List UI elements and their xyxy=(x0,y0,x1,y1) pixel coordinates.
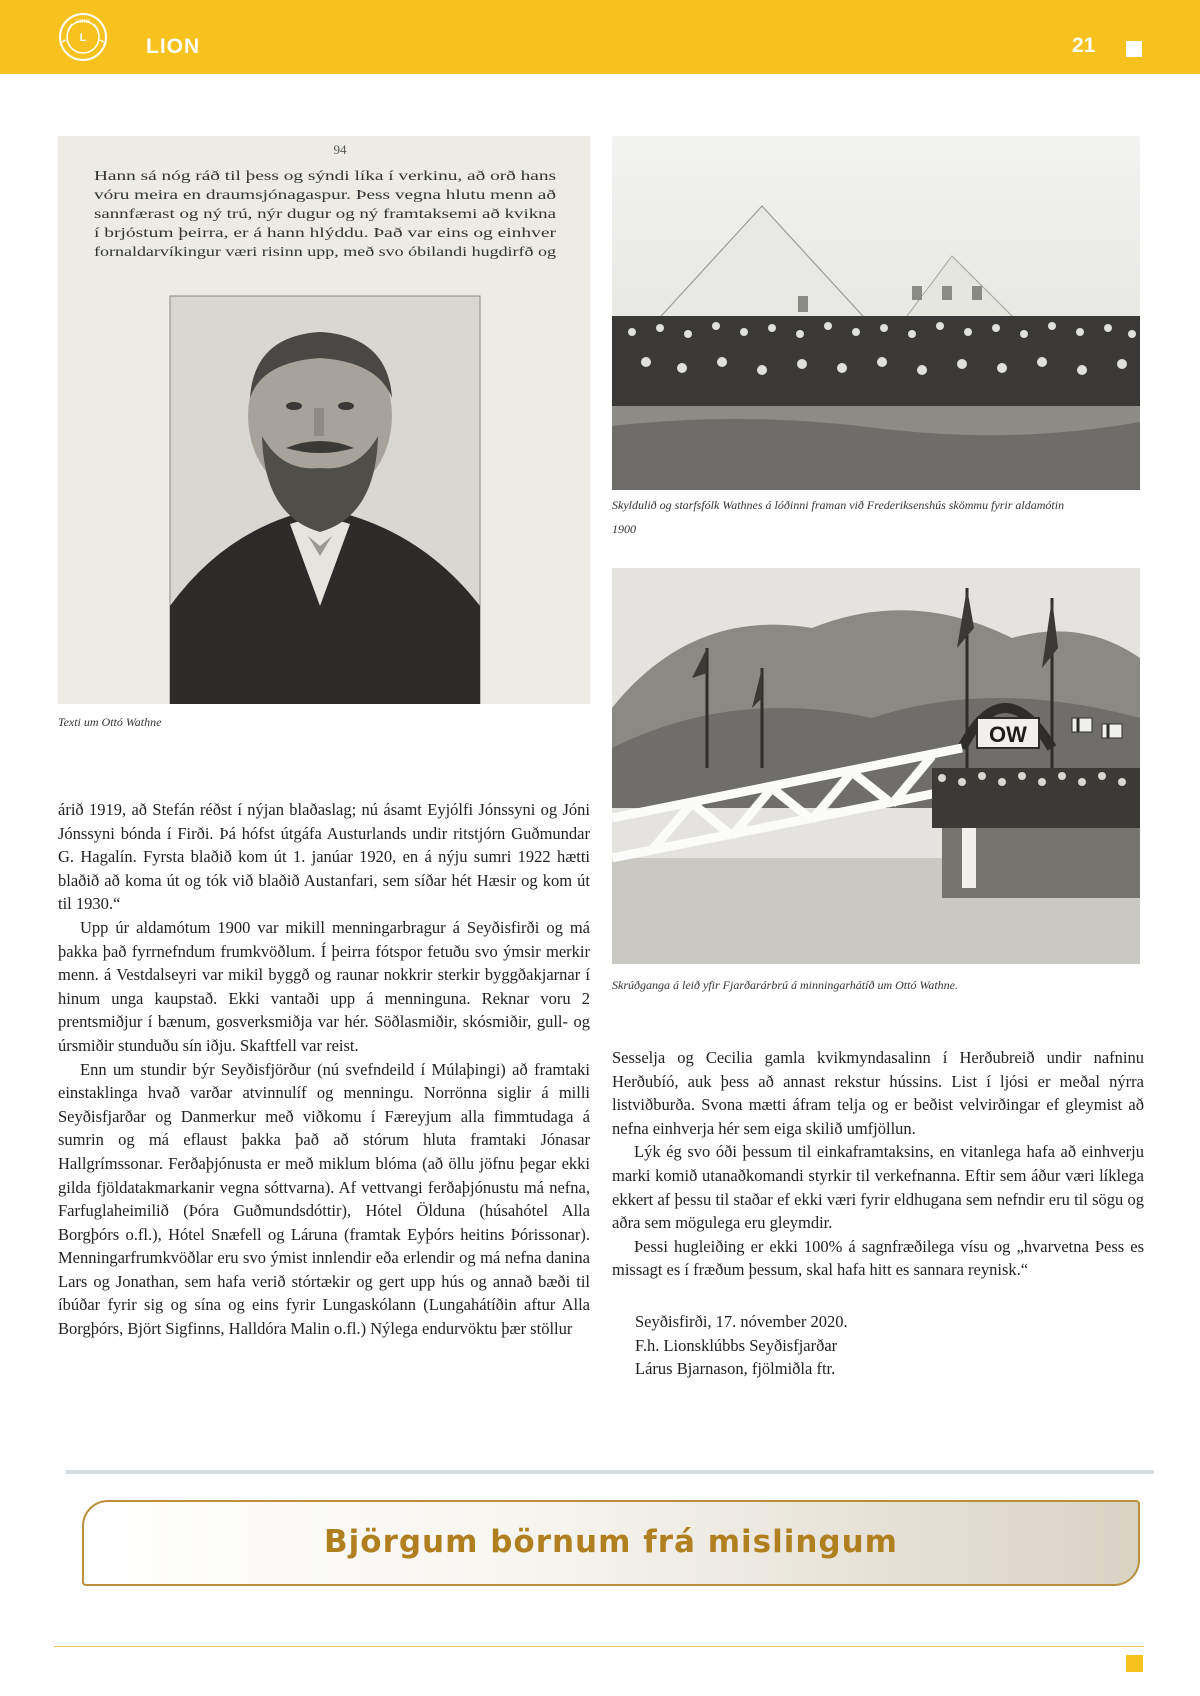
signature-line: Seyðisfirði, 17. nóvember 2020. xyxy=(635,1312,848,1331)
svg-text:LIONS: LIONS xyxy=(75,19,91,25)
article-left-column xyxy=(58,798,590,1341)
article-paragraph: Upp úr aldamótum 1900 var mikill menningarbragur á Seyðisfirði og má þakka það fyrrnefndum frumkvöðlum. Í þeirra fótspor fetuðu svo ýmsir merkir menn. á Vestdalseyri var mikil byggð og raunar nokkrir sterkir byggðakjarnar í hinum unga kaupstað. Ekki vantaði upp á menninguna. Reknar voru 2 prentsmiðjur í bænum, gosverksmiðja var hér. Söðlasmiðir, skósmiðir, gull- og úrsmiðir stunduðu sín iðju. Skaftfell var reist. xyxy=(58,917,590,1055)
crowd-caption-line: Skyldulið og starfsfólk Wathnes á lóðinni framan við Frederiksenshús skömmu fyrir aldamótin xyxy=(612,498,1065,512)
campaign-banner xyxy=(82,1500,1140,1586)
bridge-photo xyxy=(612,568,1140,964)
portrait-text-line: í brjóstum þeirra, er á hann hlýddu. Það var eins og einhver xyxy=(94,225,557,240)
crowd-photo xyxy=(612,136,1140,490)
banner-title: Björgum börnum frá mislingum xyxy=(324,1524,898,1560)
section-divider xyxy=(66,1470,1154,1474)
signature-line: Lárus Bjarnason, fjölmiðla ftr. xyxy=(635,1359,836,1379)
portrait-text-line: sannfærast og ný trú, nýr dugur og ný framtaksemi að kvikna xyxy=(94,206,557,221)
signature-line: F.h. Lionsklúbbs Seyðisfjarðar xyxy=(635,1335,838,1355)
article-signature xyxy=(635,1310,848,1381)
bridge-caption: Skrúðganga á leið yfir Fjarðarárbrú á minningarhátíð um Ottó Wathne. xyxy=(612,978,959,992)
portrait-text-line: vóru meira en draumsjónagaspur. Þess vegna hlutu menn að xyxy=(94,187,557,202)
header-square-icon xyxy=(1126,41,1142,57)
svg-text:L: L xyxy=(79,32,87,44)
portrait-page-number: 94 xyxy=(333,142,347,157)
page-number: 21 xyxy=(1072,34,1096,57)
article-paragraph: Sesselja og Cecilia gamla kvikmyndasalinn í Herðubreið undir nafninu Herðubíó, auk þess að annast rekstur hússins. List í ljósi er meðal nýrra listviðburða. Svona mætti áfram telja og er beðist velvirðingar ef gleymist að nefna einhverja hér sem eiga skilið umfjöllun. xyxy=(612,1048,1144,1138)
portrait-photo xyxy=(58,136,590,704)
article-paragraph: Enn um stundir býr Seyðisfjörður (nú svefndeild í Múlaþingi) að framtaki einstaklinga hvað varðar atvinnulíf og menningu. Norrönna siglir á milli Seyðisfjarðar og Danmerkur með viðkomu í Færeyjum alla fimmtudaga á sumrin og má eflaust þakka það að stórum hluta framtaki Jónasar Hallgrímssonar. Ferðaþjónusta er með miklum blóma (að öllu jöfnu þegar ekki gilda fjöldatakmarkanir vegna sóttvarna). Af vettvangi ferðaþjónustu má nefna, Farfuglaheimilið (Þóra Guðmundsdóttir), Hótel Ölduna (húsahótel Alla Borgþórs o.fl.), Hótel Snæfell og Láruna (framtak Eyþórs heitins Þórissonar). Menningarfrumkvöðlar eru svo ýmist innlendir eða erlendir og má nefna danina Lars og Jonathan, sem hafa verið stórtækir og gert upp hús og annað bæði til íbúðar fyrir sig og sína og eins fyrir Lungaskólann (Lungahátíðin aftur Alla Borgþórs, Björt Sigfinns, Halldóra Malin o.fl.) Nýlega endurvöktu þær stöllur xyxy=(58,1059,590,1339)
footer-square-icon xyxy=(1126,1655,1143,1672)
portrait-text-line: fornaldarvíkingur væri risinn upp, með svo óbilandi hugdirfð og xyxy=(94,244,557,259)
crowd-caption-line: 1900 xyxy=(612,522,636,536)
bridge-sign-text: OW xyxy=(989,722,1027,747)
crowd-caption xyxy=(612,493,1152,541)
footer-line xyxy=(54,1646,1144,1647)
article-paragraph: Lýk ég svo óði þessum til einkaframtaksins, en vitanlega hafa að einhverju marki komið utanaðkomandi styrkir til verkefnanna. Eftir sem áður væri líklega ekkert af þessu til staðar ef ekki væri fyrir eldhugana sem nefndir eru til sögu og aðra sem mögulega eru gleymdir. xyxy=(612,1142,1144,1233)
magazine-name: LION xyxy=(146,35,201,58)
page-header xyxy=(0,0,1200,74)
portrait-text-line: Hann sá nóg ráð til þess og sýndi líka í verkinu, að orð hans xyxy=(94,168,556,183)
article-paragraph: Þessi hugleiðing er ekki 100% á sagnfræðilega vísu og „hvarvetna Þess es missagt es í fræðum þessum, skal hafa hitt es sannara reynisk.“ xyxy=(612,1236,1144,1280)
article-paragraph: árið 1919, að Stefán réðst í nýjan blaðaslag; nú ásamt Eyjólfi Jónssyni og Jóni Jónssyni bónda í Firði. Þá hófst útgáfa Austurlands undir ritstjórn Guðmundar G. Hagalín. Fyrsta blaðið kom út 1. janúar 1920, en á nýju sumri 1922 hætti blaðið að koma út og tók við blaðið Austanfari, sem síðar hét Hæsir og kom út til 1930.“ xyxy=(58,800,590,914)
portrait-caption: Texti um Ottó Wathne xyxy=(58,715,162,729)
lions-logo-icon xyxy=(58,12,108,62)
article-right-column xyxy=(612,1046,1144,1282)
